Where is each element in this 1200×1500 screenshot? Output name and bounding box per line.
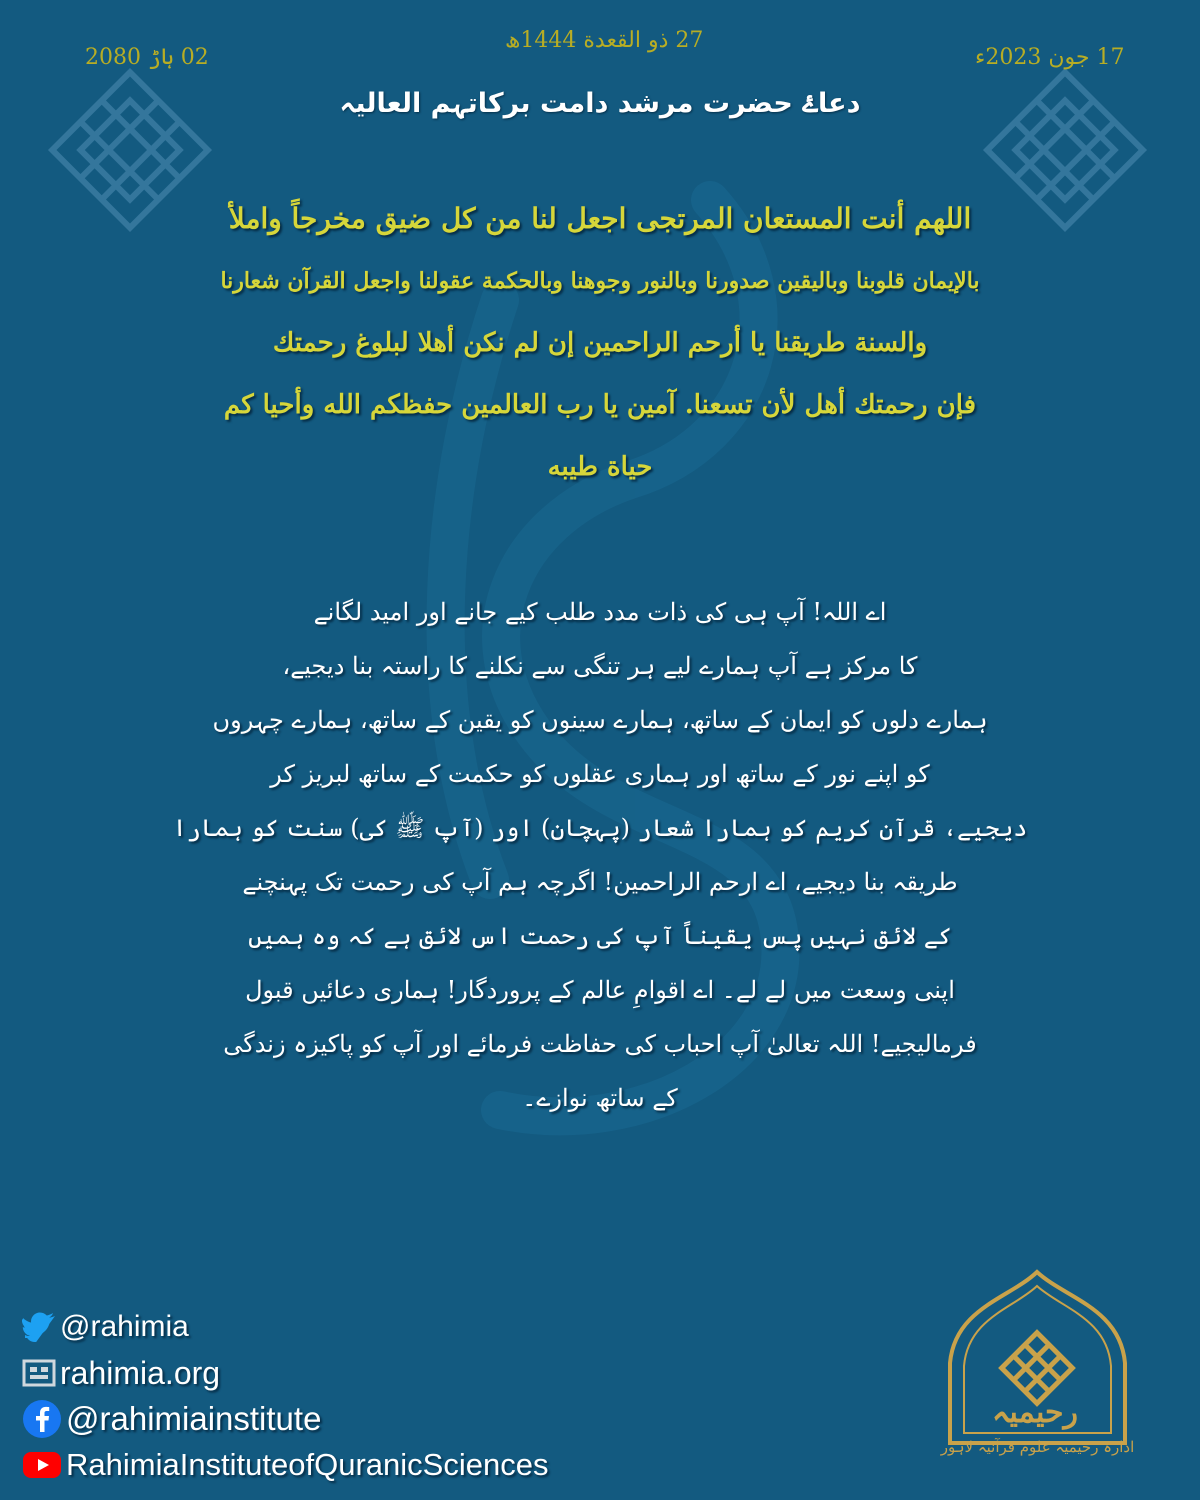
logo-name: رحیمیہ xyxy=(991,1395,1079,1430)
urdu-translation xyxy=(120,585,1080,1125)
arabic-line: بالإيمان قلوبنا وباليقين صدورنا وبالنور وجوهنا وبالحكمة عقولنا واجعل القرآن شعارنا xyxy=(220,268,980,294)
facebook-icon xyxy=(22,1399,62,1439)
website-url: rahimia.org xyxy=(60,1354,221,1391)
facebook-link[interactable] xyxy=(22,1397,662,1441)
youtube-link[interactable] xyxy=(22,1443,662,1487)
web-icon xyxy=(22,1359,56,1387)
arabic-line: اللهم أنت المستعان المرتجى اجعل لنا من كل ضيق مخرجاً واملأ xyxy=(228,202,972,235)
twitter-link[interactable] xyxy=(22,1305,662,1349)
social-links xyxy=(22,1305,662,1489)
arabic-line: فإن رحمتك أهل لأن تسعنا. آمين يا رب العالمين حفظكم الله وأحيا كم xyxy=(223,390,977,420)
facebook-handle: @rahimiainstitute xyxy=(66,1400,322,1437)
arabic-supplication xyxy=(60,188,1140,498)
urdu-line: کو اپنے نور کے ساتھ اور ہماری عقلوں کو حکمت کے ساتھ لبریز کر xyxy=(270,760,930,788)
urdu-line: دیجیے، قرآن کریم کو ہمارا شعار (پہچان) اور (آپ ﷺ کی) سنت کو ہمارا xyxy=(172,814,1028,842)
twitter-handle: @rahimia xyxy=(60,1310,189,1343)
twitter-icon xyxy=(22,1312,56,1342)
desi-date: 02 ہاڑ 2080 xyxy=(85,45,209,70)
urdu-line: کا مرکز ہے آپ ہمارے لیے ہر تنگی سے نکلنے کا راستہ بنا دیجیے، xyxy=(282,652,918,680)
urdu-line: اپنی وسعت میں لے لے۔ اے اقوامِ عالم کے پروردگار! ہماری دعائیں قبول xyxy=(245,976,955,1004)
gregorian-date: 17 جون 2023ء xyxy=(975,45,1125,70)
urdu-line: فرمالیجیے! اللہ تعالیٰ آپ احباب کی حفاظت فرمائے اور آپ کو پاکیزہ زندگی xyxy=(223,1030,977,1058)
page-title: دعاۓ حضرت مرشد دامت برکاتہم العالیہ xyxy=(339,88,861,119)
logo-subtitle: ادارہ رحیمیہ علوم قرآنیہ لاہور xyxy=(940,1438,1135,1456)
arabic-line: والسنة طريقنا يا أرحم الراحمين إن لم نكن أهلا لبلوغ رحمتك xyxy=(272,328,928,358)
hijri-date: 27 ذو القعدة 1444ھ xyxy=(505,28,704,53)
youtube-channel: RahimiaInstituteofQuranicSciences xyxy=(66,1447,549,1482)
arabic-line: حياة طيبه xyxy=(547,452,653,482)
website-link[interactable] xyxy=(22,1351,662,1395)
youtube-icon xyxy=(22,1450,62,1480)
urdu-line: طریقہ بنا دیجیے، اے ارحم الراحمین! اگرچہ ہم آپ کی رحمت تک پہنچنے xyxy=(242,868,958,896)
urdu-line: کے لائق نہیں پس یقیناً آپ کی رحمت اس لائق ہے کہ وہ ہمیں xyxy=(248,922,952,950)
urdu-line: کے ساتھ نوازے۔ xyxy=(522,1084,678,1112)
urdu-line: اے اللہ! آپ ہی کی ذات مدد طلب کیے جانے اور امید لگانے xyxy=(313,598,887,626)
urdu-line: ہمارے دلوں کو ایمان کے ساتھ، ہمارے سینوں کو یقین کے ساتھ، ہمارے چہروں xyxy=(212,706,988,734)
